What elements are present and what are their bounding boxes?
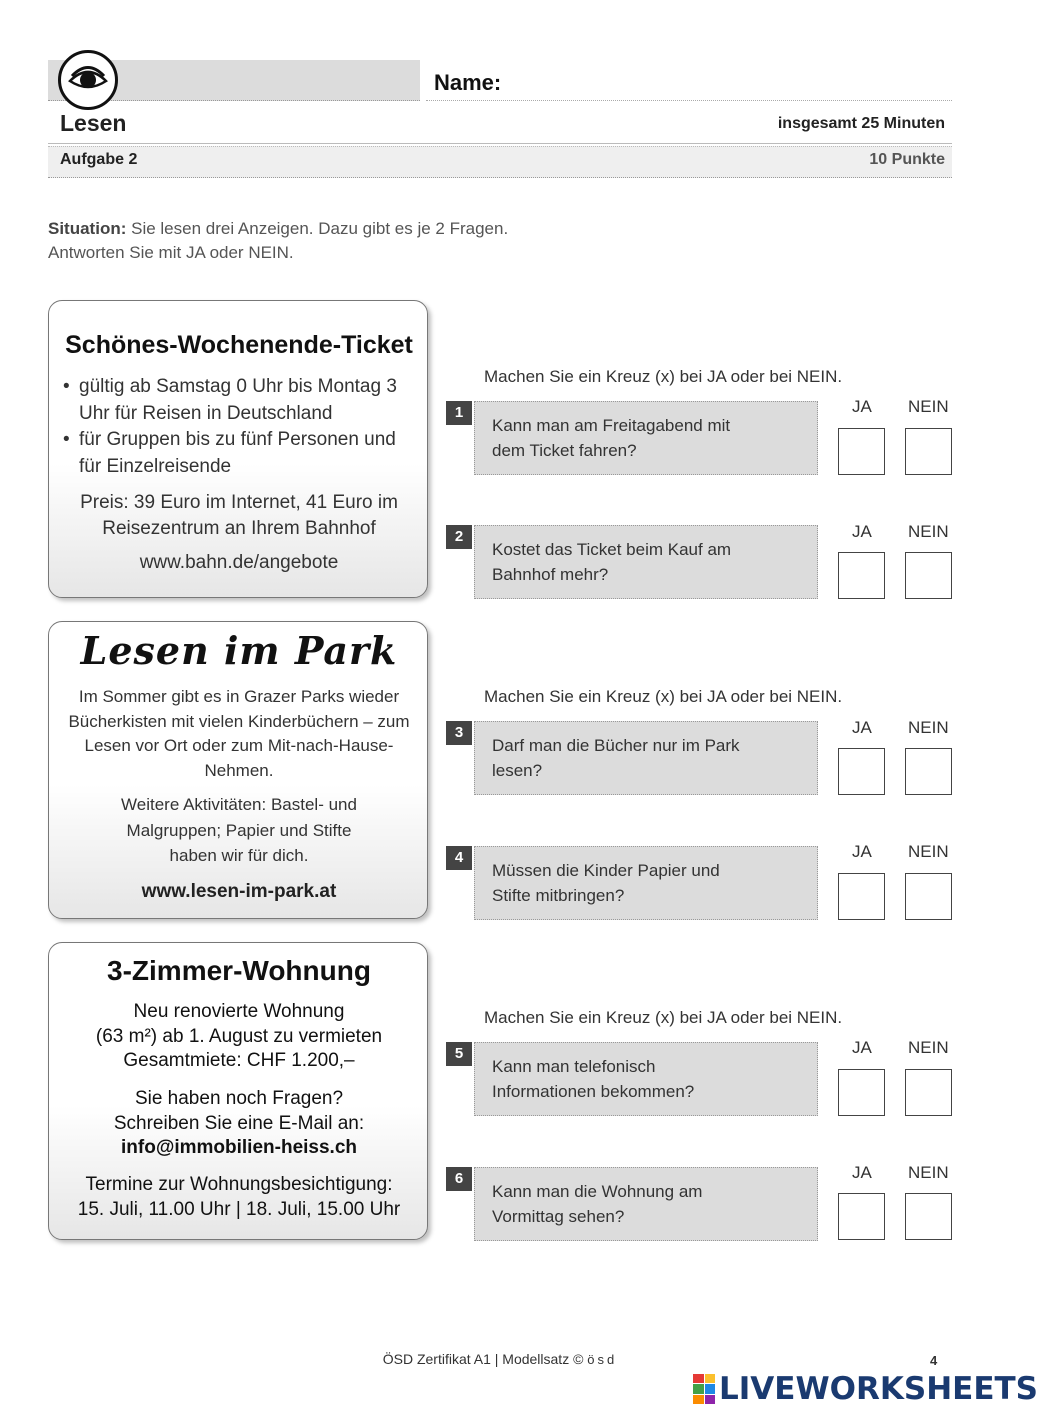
ad-park-activities-line: Malgruppen; Papier und Stifte	[126, 820, 352, 840]
ad-ticket-price: Preis: 39 Euro im Internet, 41 Euro im Reisezentrum an Ihrem Bahnhof	[80, 492, 398, 539]
task-bar	[48, 146, 952, 178]
yes-label: JA	[852, 397, 872, 416]
osd-logo: ösd	[587, 1352, 618, 1367]
ad-park-text: Im Sommer gibt es in Grazer Parks wieder Bücherkisten mit vielen Kinderbüchern – zum Lesen vor Ort oder zum Mit-nach-Hause-Nehmen.	[68, 687, 410, 780]
ad-ticket	[48, 300, 428, 598]
question-text	[492, 414, 802, 463]
name-label: Name:	[434, 70, 502, 95]
checkbox-yes-q6[interactable]	[838, 1193, 885, 1240]
checkbox-no-q6[interactable]	[905, 1193, 952, 1240]
ad-apartment-line: Gesamtmiete: CHF 1.200,–	[123, 1050, 355, 1071]
question-text	[492, 859, 802, 908]
ad-park-url: www.lesen-im-park.at	[141, 881, 337, 902]
situation-sentence: Sie lesen drei Anzeigen. Dazu gibt es je 2 Fragen.	[126, 219, 509, 238]
ad-apartment-title: 3-Zimmer-Wohnung	[107, 955, 371, 986]
ad-park-activities-line: Weitere Aktivitäten: Bastel- und	[121, 795, 357, 814]
liveworksheets-text: LIVEWORKSHEETS	[719, 1371, 1038, 1407]
divider	[48, 143, 952, 144]
checkbox-yes-q5[interactable]	[838, 1069, 885, 1116]
liveworksheets-logo-icon	[693, 1374, 715, 1404]
checkbox-no-q4[interactable]	[905, 873, 952, 920]
question-line: lesen?	[492, 760, 543, 780]
question-line: Müssen die Kinder Papier und	[492, 861, 720, 880]
question-line: Kann man telefonisch	[492, 1057, 656, 1076]
liveworksheets-brand[interactable]	[693, 1372, 1038, 1406]
checkbox-no-q2[interactable]	[905, 552, 952, 599]
ad-ticket-bullet: • für Gruppen bis zu fünf Personen und für Einzelreisende	[63, 427, 423, 480]
yes-label: JA	[852, 1163, 872, 1182]
ad-park-title: Lesen im Park	[80, 628, 398, 673]
name-line[interactable]	[426, 100, 952, 101]
checkbox-yes-q3[interactable]	[838, 748, 885, 795]
footer-text	[0, 1351, 1000, 1367]
instruction: Machen Sie ein Kreuz (x) bei JA oder bei NEIN.	[484, 687, 843, 706]
ad-ticket-title: Schönes-Wochenende-Ticket	[65, 331, 413, 359]
question-box	[474, 1042, 818, 1116]
question-line: Bahnhof mehr?	[492, 564, 609, 584]
question-line: Vormittag sehen?	[492, 1206, 625, 1226]
question-box	[474, 401, 818, 475]
instruction: Machen Sie ein Kreuz (x) bei JA oder bei NEIN.	[484, 367, 843, 386]
checkbox-no-q3[interactable]	[905, 748, 952, 795]
ad-apartment-dates	[49, 1172, 429, 1222]
question-line: dem Ticket fahren?	[492, 440, 637, 460]
question-number: 1	[446, 401, 472, 425]
question-line: Informationen bekommen?	[492, 1081, 695, 1101]
ad-apartment-email: info@immobilien-heiss.ch	[121, 1137, 357, 1158]
ad-park	[48, 621, 428, 919]
question-line: Darf man die Bücher nur im Park	[492, 736, 740, 755]
yes-label: JA	[852, 842, 872, 861]
checkbox-no-q1[interactable]	[905, 428, 952, 475]
situation-label: Situation:	[48, 219, 127, 238]
yes-label: JA	[852, 522, 872, 541]
yes-label: JA	[852, 718, 872, 737]
no-label: NEIN	[908, 522, 949, 541]
checkbox-yes-q2[interactable]	[838, 552, 885, 599]
question-number: 2	[446, 525, 472, 549]
ad-apartment-contact-line: Schreiben Sie eine E-Mail an:	[113, 1112, 365, 1134]
no-label: NEIN	[908, 842, 949, 861]
points-label: 10 Punkte	[869, 151, 945, 168]
ad-ticket-url: www.bahn.de/angebote	[139, 552, 339, 573]
question-number: 4	[446, 846, 472, 870]
total-time: insgesamt 25 Minuten	[777, 115, 945, 132]
question-box	[474, 525, 818, 599]
question-box	[474, 1167, 818, 1241]
ad-ticket-bullets	[63, 374, 423, 480]
question-line: Kann man am Freitagabend mit	[492, 416, 731, 435]
footer-label: ÖSD Zertifikat A1 | Modellsatz ©	[382, 1351, 588, 1367]
ad-apartment-contact	[49, 1087, 429, 1161]
section-title: Lesen	[60, 110, 127, 136]
instruction: Machen Sie ein Kreuz (x) bei JA oder bei NEIN.	[484, 1008, 843, 1027]
question-text	[492, 538, 802, 587]
task-label: Aufgabe 2	[60, 151, 138, 168]
yes-label: JA	[852, 1038, 872, 1057]
ad-park-activities	[69, 792, 409, 869]
ad-apartment	[48, 942, 428, 1240]
eye-icon	[58, 50, 118, 110]
question-number: 6	[446, 1167, 472, 1191]
question-text	[492, 1180, 802, 1229]
question-number: 3	[446, 721, 472, 745]
ad-apartment-contact-line: Sie haben noch Fragen?	[134, 1088, 344, 1109]
question-line: Kann man die Wohnung am	[492, 1182, 703, 1201]
page-number: 4	[930, 1353, 938, 1368]
question-text	[492, 734, 802, 783]
question-box	[474, 846, 818, 920]
situation-line2: Antworten Sie mit JA oder NEIN.	[48, 243, 294, 262]
checkbox-yes-q1[interactable]	[838, 428, 885, 475]
ad-ticket-bullet: • gültig ab Samstag 0 Uhr bis Montag 3 Uhr für Reisen in Deutschland	[63, 374, 423, 427]
question-line: Stifte mitbringen?	[492, 885, 625, 905]
no-label: NEIN	[908, 397, 949, 416]
ad-apartment-line: Neu renovierte Wohnung	[133, 1001, 345, 1022]
situation-text	[48, 217, 748, 265]
ad-park-activities-line: haben wir für dich.	[169, 846, 309, 865]
ad-apartment-line: (63 m²) ab 1. August zu vermieten	[95, 1025, 383, 1047]
no-label: NEIN	[908, 1038, 949, 1057]
checkbox-no-q5[interactable]	[905, 1069, 952, 1116]
question-box	[474, 721, 818, 795]
ad-apartment-details	[49, 1000, 429, 1074]
question-line: Kostet das Ticket beim Kauf am	[492, 540, 732, 559]
ad-apartment-dates-line: 15. Juli, 11.00 Uhr | 18. Juli, 15.00 Uhr	[77, 1199, 401, 1220]
ad-apartment-dates-line: Termine zur Wohnungsbesichtigung:	[85, 1174, 393, 1195]
question-number: 5	[446, 1042, 472, 1066]
question-text	[492, 1055, 802, 1104]
no-label: NEIN	[908, 718, 949, 737]
no-label: NEIN	[908, 1163, 949, 1182]
checkbox-yes-q4[interactable]	[838, 873, 885, 920]
